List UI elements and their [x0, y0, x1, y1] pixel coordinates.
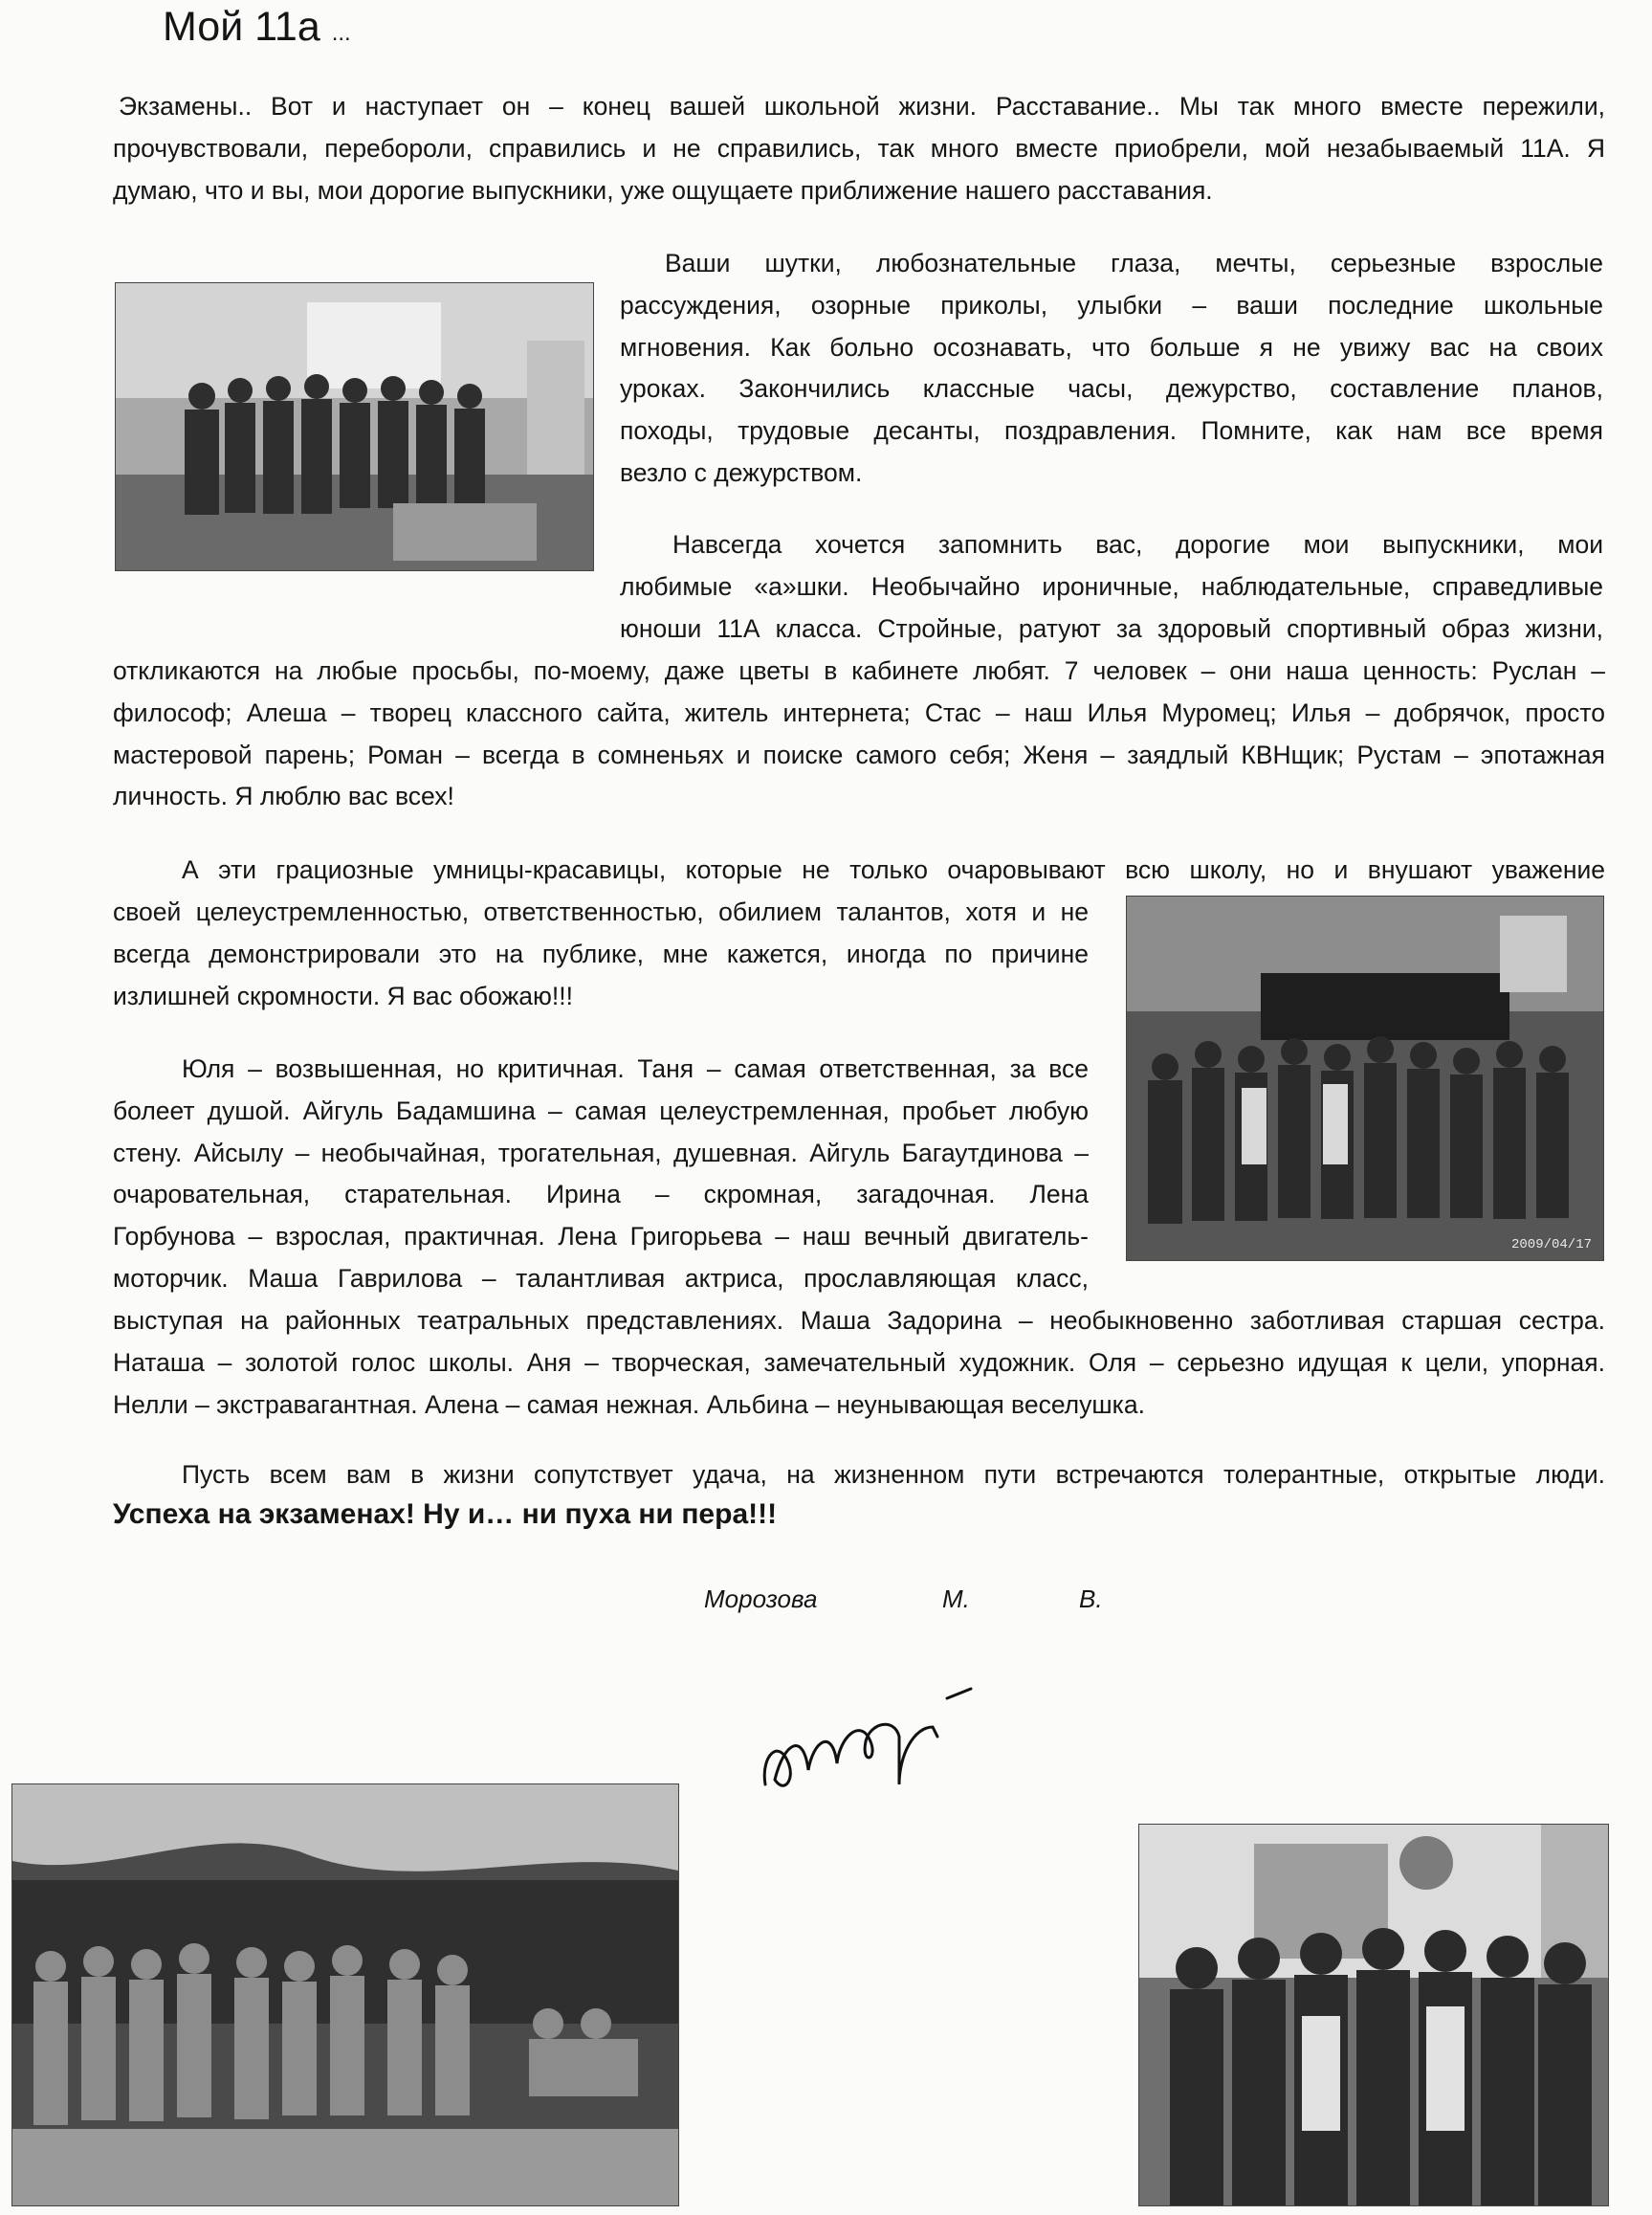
text-line: личность. Я люблю вас всех!: [113, 782, 454, 811]
paragraph-girls-praise: [113, 892, 1089, 1017]
text-line: Ваши шутки, любознательные глаза, мечты, серьезные взрослые: [665, 249, 1603, 277]
text-line: везло с дежурством.: [620, 457, 863, 487]
paragraph-boys: [113, 651, 1605, 818]
text-line: Навсегда хочется запомнить вас, дорогие мои выпускники, мои: [672, 530, 1603, 559]
signature-initial-1: М.: [942, 1584, 970, 1613]
text-line: прочувствовали, перебороли, справились и не справились, так много вместе приобрели, мой незабываемый 11А. Я: [113, 133, 1605, 163]
text-line: стену. Айсылу – необычайная, трогательная, душевная. Айгуль Багаутдинова –: [113, 1138, 1089, 1167]
text-line: любимые «а»шки. Необычайно ироничные, наблюдательные, справедливые: [620, 571, 1603, 601]
text-line: выступая на районных театральных представлениях. Маша Задорина – необыкновенно заботливая старшая сестра.: [113, 1306, 1605, 1335]
text-line: моторчик. Маша Гаврилова – талантливая актриса, прославляющая класс,: [113, 1263, 1089, 1293]
title-text: Мой 11а: [163, 4, 320, 50]
paragraph-girls-list-cont: [113, 1300, 1605, 1426]
text-line: мгновения. Как больно осознавать, что больше я не увижу вас на своих: [620, 332, 1603, 362]
text-line: очаровательная, старательная. Ирина – скромная, загадочная. Лена: [113, 1180, 1089, 1209]
text-line: Нелли – экстравагантная. Алена – самая нежная. Альбина – неунывающая веселушка.: [113, 1389, 1145, 1419]
text-line: откликаются на любые просьбы, по-моему, даже цветы в кабинете любят. 7 человек – они наша ценность: Руслан –: [113, 656, 1605, 685]
text-line: Юля – возвышенная, но критичная. Таня – самая ответственная, за все: [182, 1054, 1089, 1083]
closing-wish: Успеха на экзаменах! Ну и… ни пуха ни пера!!!: [113, 1498, 778, 1530]
text-line: мастеровой парень; Роман – всегда в сомненьях и поиске самого себя; Женя – заядлый КВНщик; Рустам – эпотажная: [113, 740, 1605, 769]
handwritten-signature: [756, 1650, 985, 1804]
text-line: всегда демонстрировали это на публике, мне кажется, иногда по причине: [113, 939, 1089, 968]
class-photo-group: [1126, 896, 1604, 1261]
paragraph-memories: [620, 243, 1603, 495]
paragraph-boys-intro: [620, 524, 1603, 650]
class-photo-girls: [1138, 1824, 1609, 2206]
text-line: Наташа – золотой голос школы. Аня – творческая, замечательный художник. Оля – серьезно идущая к цели, упорная.: [113, 1347, 1605, 1377]
signature-surname: Морозова: [704, 1584, 818, 1613]
text-line: Горбунова – взрослая, практичная. Лена Григорьева – наш вечный двигатель-: [113, 1222, 1089, 1251]
text-line: философ; Алеша – творец классного сайта, житель интернета; Стас – наш Илья Муромец; Илья – добрячок, просто: [113, 698, 1605, 727]
text-line: А эти грациозные умницы-красавицы, которые не только очаровывают всю школу, но и внушают уважение: [182, 855, 1605, 884]
paragraph-girls-intro: [113, 850, 1605, 892]
signature-initial-2: В.: [1079, 1584, 1103, 1613]
text-line: излишней скромности. Я вас обожаю!!!: [113, 981, 573, 1010]
page-title: [163, 2, 351, 58]
text-line: Пусть всем вам в жизни сопутствует удача, на жизненном пути встречаются толерантные, открытые люди.: [182, 1460, 1605, 1489]
text-line: походы, трудовые десанты, поздравления. Помните, как нам все время: [620, 416, 1603, 446]
paragraph-farewell: [113, 1454, 1605, 1496]
photo-date-stamp: 2009/04/17: [1510, 1237, 1592, 1252]
text-line: рассуждения, озорные приколы, улыбки – ваши последние школьные: [620, 290, 1603, 320]
text-line: своей целеустремленностью, ответственностью, обилием талантов, хотя и не: [113, 897, 1089, 926]
title-dots: ...: [331, 20, 351, 46]
paragraph-girls-list: [113, 1049, 1089, 1300]
text-line: думаю, что и вы, мои дорогие выпускники, уже ощущаете приближение нашего расставания.: [113, 175, 1213, 205]
text-line: юноши 11А класса. Стройные, ратуют за здоровый спортивный образ жизни,: [620, 613, 1603, 643]
text-line: уроках. Закончились классные часы, дежурство, составление планов,: [620, 374, 1603, 404]
class-photo-outdoor: [11, 1783, 679, 2206]
paragraph-intro: [113, 86, 1605, 211]
class-photo-classroom: [115, 282, 594, 571]
text-line: Экзамены.. Вот и наступает он – конец вашей школьной жизни. Расставание.. Мы так много вместе пережили,: [119, 92, 1605, 121]
text-line: болеет душой. Айгуль Бадамшина – самая целеустремленная, пробьет любую: [113, 1096, 1089, 1125]
